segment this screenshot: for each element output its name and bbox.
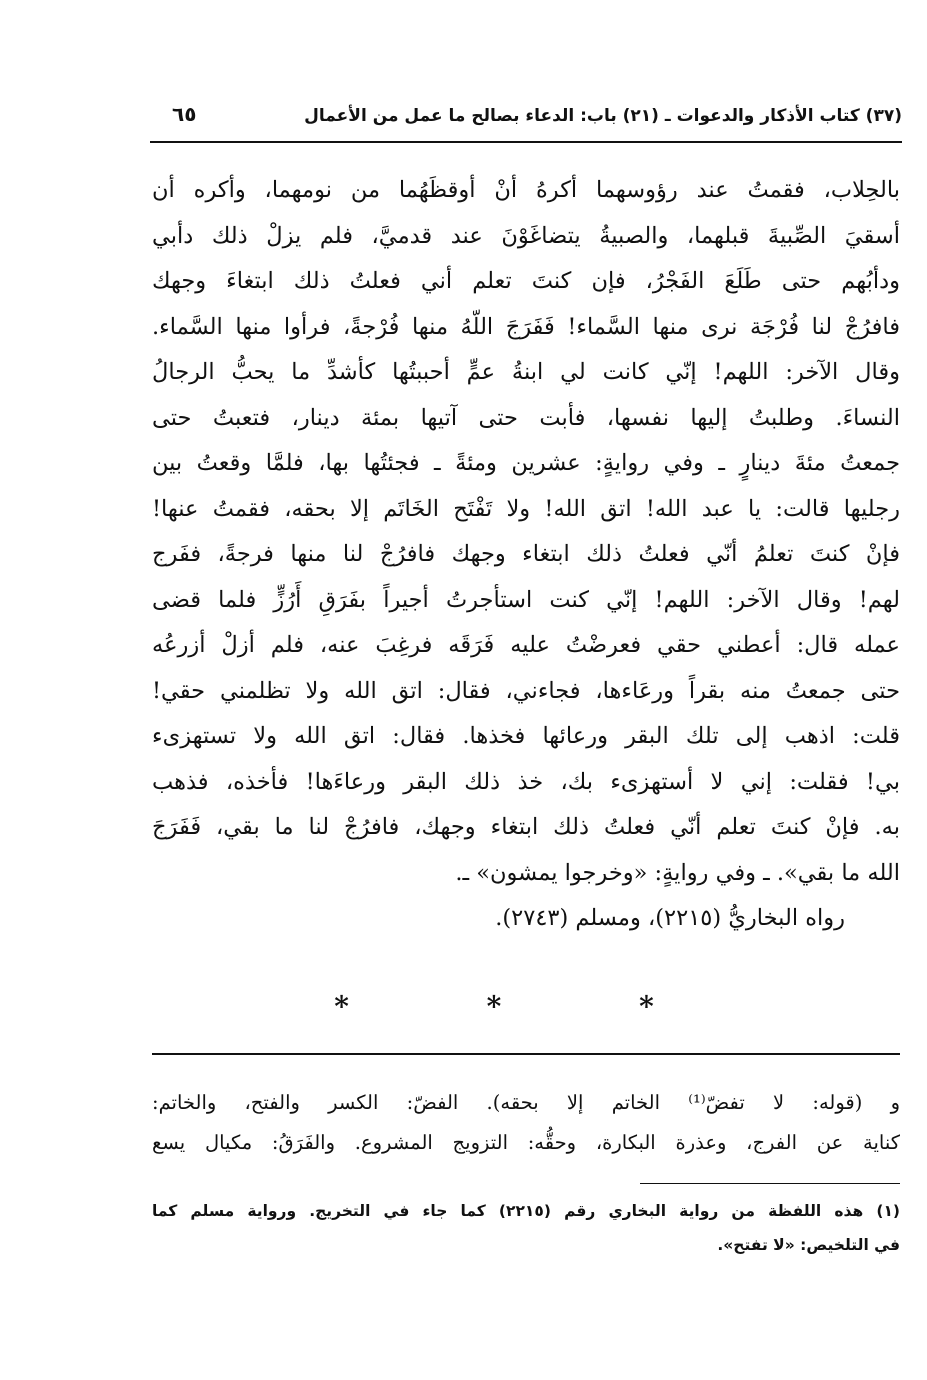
text-line: رجليها قالت: يا عبد الله! اتق الله! ولا تَفْتَح الخَاتَم إلا بحقه، فقمتُ عنها! xyxy=(152,495,900,522)
text-line: لهم! وقال الآخر: اللهم! إنّي كنت استأجرتُ أجيراً بفَرَقِ أَرُزٍّ فلما قضى xyxy=(152,586,900,613)
text-line: ودأبُهم حتى طَلَعَ الفَجْرُ، فإن كنتَ تعلم أني فعلتُ ذلك ابتغاءَ وجهك xyxy=(152,268,900,294)
footnote-line: في التلخيص: «لا تفتح». xyxy=(717,1236,900,1254)
text-line: قلت: اذهب إلى تلك البقر ورعائها فخذها. فقال: اتق الله ولا تستهزىء xyxy=(152,723,900,749)
text-line: به. فإنْ كنتَ تعلم أنّي فعلتُ ذلك ابتغاء وجهك، فافرُجْ لنا ما بقي، فَفَرَجَ xyxy=(152,814,900,840)
footnote-rule xyxy=(640,1183,900,1184)
text-line: جمعتُ مئةَ دينارٍ ـ وفي روايةٍ: عشرين ومئةً ـ فجئتُها بها، فلمَّا وقعتُ بين xyxy=(152,450,900,476)
running-head: (٣٧) كتاب الأذكار والدعوات ـ (٢١) باب: الدعاء بصالح ما عمل من الأعمال xyxy=(304,106,902,126)
header-rule xyxy=(150,141,902,143)
text-line: أسقيَ الصِّبيةَ قبلهما، والصبيةُ يتضاغَوْنَ عند قدميَّ، فلم يزلْ ذلك دأبي xyxy=(152,222,900,249)
commentary-notes xyxy=(152,1083,900,1163)
text-line: وقال الآخر: اللهم! إنّي كانت لي ابنةُ عمٍّ أحببتُها كأشدِّ ما يحبُّ الرجالُ xyxy=(152,359,900,385)
text-line: عمله قال: أعطني حقي فعرضْتُ عليه فَرَقَه فرغِبَ عنه، فلم أزلْ أزرعُه xyxy=(152,632,900,658)
page-header xyxy=(150,98,902,138)
text-line: النساءَ. وطلبتُ إليها نفسها، فأبت حتى آتيها بمئة دينار، فتعبتُ حتى xyxy=(152,404,900,431)
page-number: ٦٥ xyxy=(172,102,197,126)
text-line: بالحِلاب، فقمتُ عند رؤوسهما أكرهُ أنْ أوقظَهُما من نومهما، وأكره أن xyxy=(152,177,900,203)
footnote xyxy=(152,1194,900,1262)
text-line: حتى جمعتُ منه بقراً ورعَاءها، فجاءني، فقال: اتق الله ولا تظلمني حقي! xyxy=(152,677,900,704)
notes-rule xyxy=(152,1053,900,1055)
text-line: الله ما بقي». ـ وفي روايةٍ: «وخرجوا يمشون» ـ. xyxy=(455,859,900,886)
note-line: و (قوله: لا تفضّ⁽¹⁾ الخاتم إلا بحقه). الفضّ: الكسر والفتح، والخاتم: xyxy=(152,1091,900,1114)
text-line: فافرُجْ لنا فُرْجَة نرى منها السَّماء! فَفَرَجَ اللّهُ منها فُرْجةً، فرأوا منها السَّماء. xyxy=(152,313,900,340)
text-line: بي! فقلت: إني لا أستهزىء بك، خذ ذلك البقر ورعاءَها! فأخذه، فذهب xyxy=(152,768,900,795)
hadith-attribution: رواه البخاريُّ (٢٢١٥)، ومسلم (٢٧٤٣). xyxy=(495,905,845,931)
section-divider: * * * xyxy=(334,990,718,1023)
footnote-line: (١) هذه اللفظة من رواية البخاري رقم (٢٢١٥) كما جاء في التخريج. ورواية مسلم كما xyxy=(152,1202,900,1220)
note-line: كناية عن الفرج، وعذرة البكارة، وحقُّه: التزويج المشروع. والفَرَقُ: مكيال يسع xyxy=(152,1131,900,1154)
text-line: فإنْ كنتَ تعلمُ أنّي فعلتُ ذلك ابتغاء وجهك فافرُجْ لنا منها فرجةً، ففَرج xyxy=(152,541,900,567)
main-text xyxy=(152,168,900,942)
